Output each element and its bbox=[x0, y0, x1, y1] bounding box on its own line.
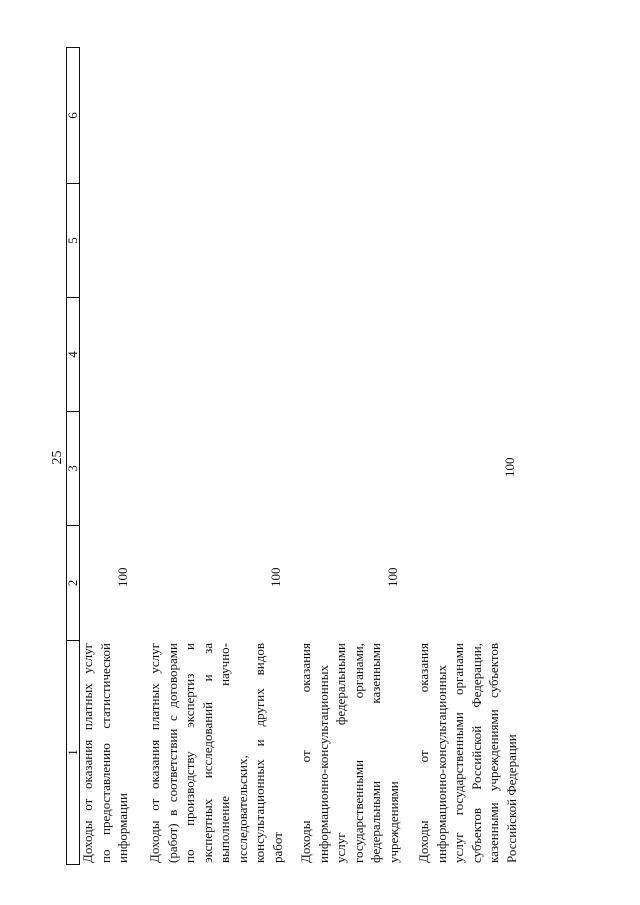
table-header-row bbox=[66, 47, 80, 865]
row-text-line: работ bbox=[269, 832, 285, 863]
row-text-line: (работ) в соответствии с договорами bbox=[164, 643, 180, 863]
row-text-line: субъектов Российской Федерации, bbox=[468, 643, 484, 863]
row-text-line: Российской Федерации bbox=[503, 734, 519, 863]
row-text-line: казенными учреждениями субъектов bbox=[486, 643, 501, 863]
table-row-description bbox=[297, 643, 402, 863]
row-text-line: услуг государственными органами bbox=[451, 643, 466, 863]
header-cell-2: 2 bbox=[67, 525, 79, 640]
header-cell-5: 5 bbox=[67, 183, 79, 297]
header-cell-4: 4 bbox=[67, 297, 79, 411]
rotated-table-sheet bbox=[48, 44, 618, 871]
row-text-line: информации bbox=[115, 793, 130, 863]
row-text-line: Доходы от оказания bbox=[416, 643, 431, 863]
row-value: 100 bbox=[502, 457, 517, 477]
row-text-line: исследовательских, bbox=[234, 755, 250, 863]
header-cell-1: 1 bbox=[67, 640, 79, 864]
row-text-line: услуг федеральными bbox=[333, 643, 348, 863]
page-number: 25 bbox=[50, 450, 65, 465]
row-value: 100 bbox=[268, 567, 283, 587]
row-text-line: Доходы от оказания bbox=[298, 643, 313, 863]
row-text-line: по предоставлению статистической bbox=[97, 643, 113, 863]
row-text-line: учреждениями bbox=[385, 781, 401, 863]
table-row-description bbox=[415, 643, 520, 863]
row-value: 100 bbox=[115, 567, 130, 587]
row-text-line: информационно-консультационных bbox=[315, 665, 331, 863]
header-cell-3: 3 bbox=[67, 411, 79, 525]
row-text-line: Доходы от оказания платных услуг bbox=[147, 643, 162, 863]
row-text-line: по производству экспертиз и bbox=[182, 643, 197, 863]
row-text-line: информационно-консультационных bbox=[433, 665, 449, 863]
row-text-line: государственными органами, bbox=[350, 643, 366, 863]
row-value: 100 bbox=[385, 567, 400, 587]
table-row-description bbox=[79, 643, 132, 863]
row-text-line: консультационных и других видов bbox=[252, 643, 267, 863]
row-text-line: экспертных исследований и за bbox=[199, 643, 215, 863]
row-text-line: выполнение научно- bbox=[217, 643, 232, 863]
row-text-line: федеральными казенными bbox=[368, 643, 383, 863]
table-row-description bbox=[146, 643, 286, 863]
row-text-line: Доходы от оказания платных услуг bbox=[80, 643, 95, 863]
header-cell-6: 6 bbox=[65, 112, 80, 119]
table-body bbox=[79, 49, 609, 865]
